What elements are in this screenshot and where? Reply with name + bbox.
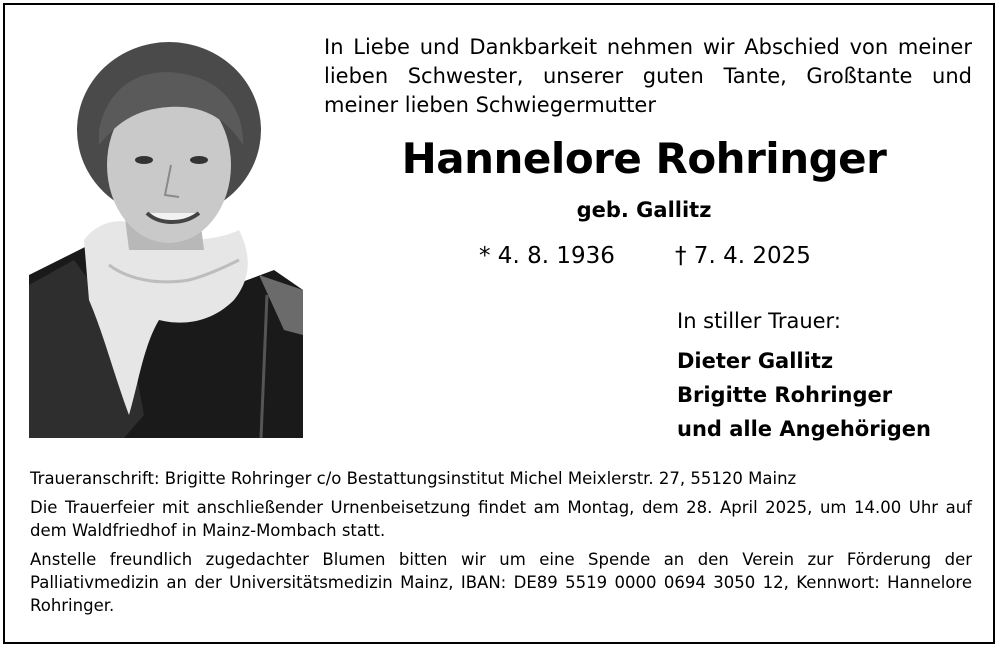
death-date: † 7. 4. 2025: [675, 243, 811, 269]
donation-info: Anstelle freundlich zugedachter Blumen bitten wir um eine Spende an den Verein zur Förderung der Palliativmedizin an der Universitätsmedizin Mainz, IBAN: DE89 5519 0000 0694 3050 12, Kennwort: Hannelore Rohringer.: [30, 550, 972, 615]
portrait-photo: [29, 35, 303, 438]
footer-info: [30, 467, 972, 623]
mourner-item: Brigitte Rohringer: [677, 383, 893, 407]
birth-date: * 4. 8. 1936: [479, 243, 615, 269]
deceased-name: Hannelore Rohringer: [401, 134, 887, 183]
mourner-item: Dieter Gallitz: [677, 349, 834, 373]
mourner-item: und alle Angehörigen: [677, 417, 931, 441]
mourning-address: Traueranschrift: Brigitte Rohringer c/o Bestattungsinstitut Michel Meixlerstr. 27, 55120 Mainz: [30, 469, 797, 488]
birth-name: geb. Gallitz: [576, 198, 712, 222]
mourners-list: [677, 344, 931, 446]
intro-text: In Liebe und Dankbarkeit nehmen wir Abschied von meiner lieben Schwester, unserer guten Tante, Großtante und meiner lieben Schwiegermutter: [324, 35, 972, 117]
ceremony-info: Die Trauerfeier mit anschließender Urnenbeisetzung findet am Montag, dem 28. April 2025, um 14.00 Uhr auf dem Waldfriedhof in Mainz-Mombach statt.: [30, 498, 972, 540]
mourning-label: In stiller Trauer:: [677, 309, 841, 333]
